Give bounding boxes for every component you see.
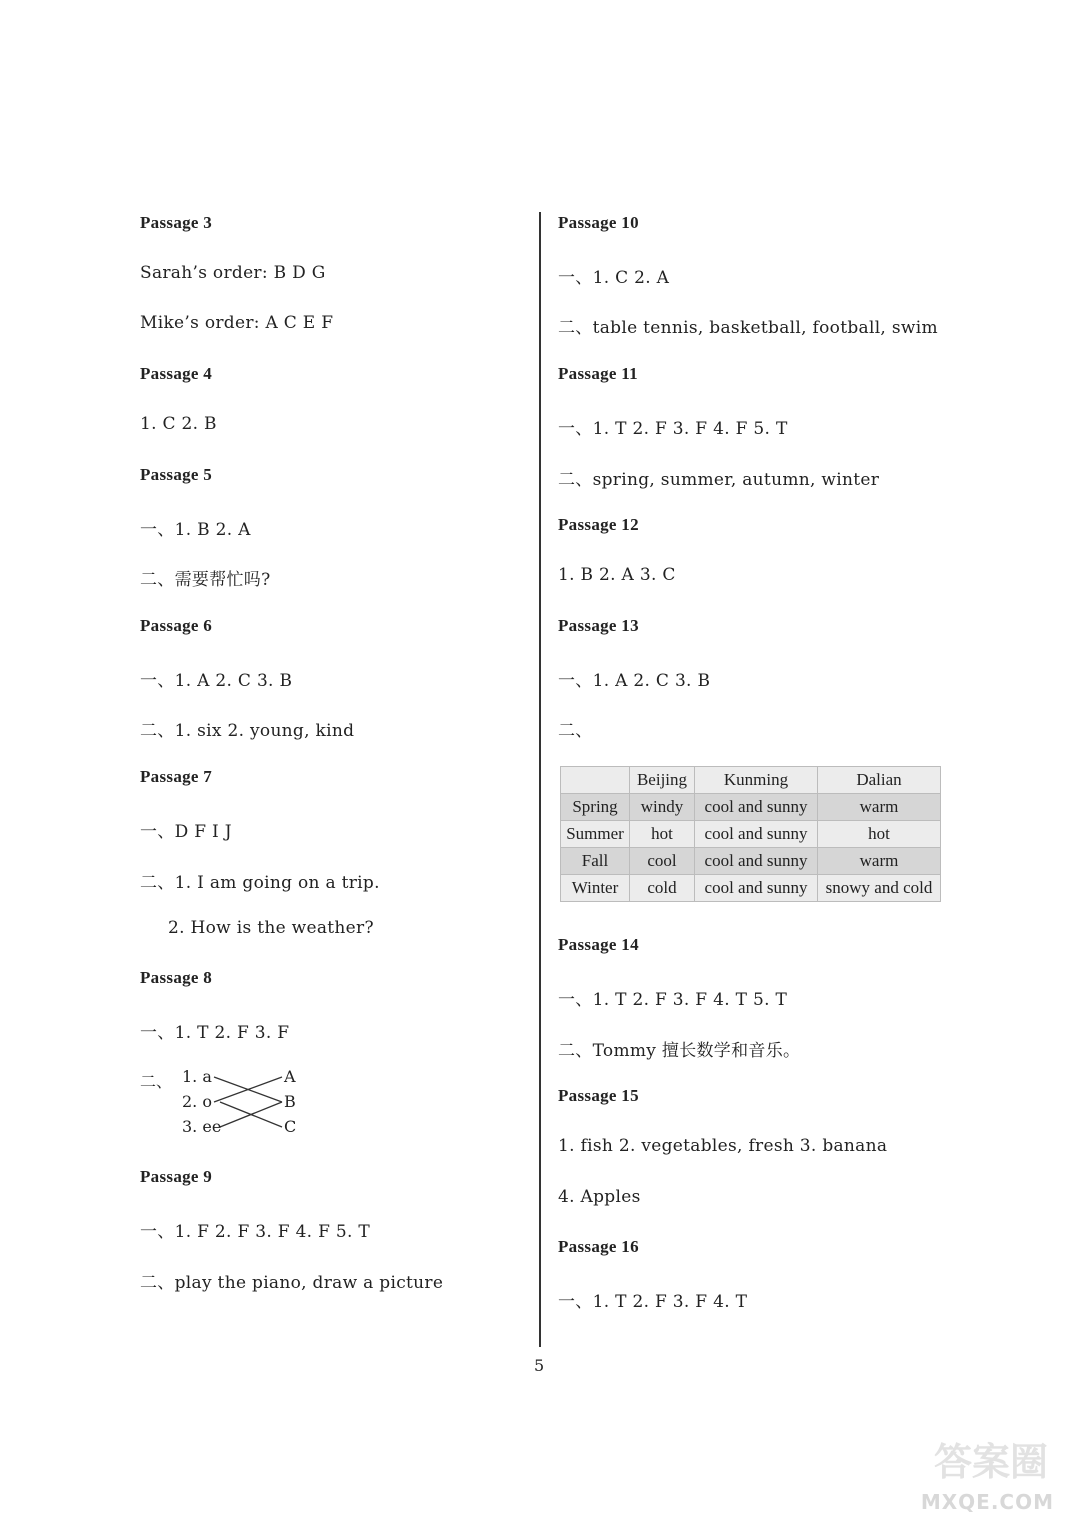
matching-right-b: B: [284, 1092, 296, 1111]
page-number: 5: [534, 1356, 545, 1375]
passage-16-answer-1: 一、1. T 2. F 3. F 4. T: [558, 1292, 748, 1312]
table-cell: Fall: [561, 848, 630, 875]
matching-left-1: 1. a: [182, 1067, 212, 1086]
passage-9-answer-1: 一、1. F 2. F 3. F 4. F 5. T: [140, 1222, 371, 1242]
passage-15-answer-2: 4. Apples: [558, 1187, 641, 1207]
table-row: [561, 875, 941, 902]
passage-10-title: Passage 10: [558, 213, 639, 232]
column-divider: [539, 212, 541, 1347]
table-cell: Summer: [561, 821, 630, 848]
passage-14-answer-2: 二、Tommy 擅长数学和音乐。: [558, 1041, 801, 1061]
passage-6-answer-1: 一、1. A 2. C 3. B: [140, 671, 293, 691]
passage-10-answer-2: 二、table tennis, basketball, football, swim: [558, 318, 938, 338]
passage-3-title: Passage 3: [140, 213, 213, 232]
weather-table: [560, 766, 941, 902]
passage-13-answer-2: 二、: [558, 721, 593, 741]
table-cell: snowy and cold: [818, 875, 941, 902]
passage-7-title: Passage 7: [140, 767, 213, 786]
table-cell: cool and sunny: [695, 848, 818, 875]
table-cell: cool and sunny: [695, 875, 818, 902]
table-header-row: [561, 767, 941, 794]
passage-10-answer-1: 一、1. C 2. A: [558, 268, 670, 288]
passage-15-answer-1: 1. fish 2. vegetables, fresh 3. banana: [558, 1136, 888, 1156]
passage-11-answer-2: 二、spring, summer, autumn, winter: [558, 470, 880, 490]
passage-15-title: Passage 15: [558, 1086, 639, 1105]
passage-13-answer-1: 一、1. A 2. C 3. B: [558, 671, 711, 691]
passage-9-answer-2: 二、play the piano, draw a picture: [140, 1273, 444, 1293]
passage-5-answer-1: 一、1. B 2. A: [140, 520, 251, 540]
passage-6-title: Passage 6: [140, 616, 213, 635]
passage-7-answer-3: 2. How is the weather?: [168, 918, 374, 938]
table-header-cell: Beijing: [630, 767, 695, 794]
matching-prefix: 二、: [140, 1072, 173, 1091]
passage-7-answer-2: 二、1. I am going on a trip.: [140, 873, 380, 893]
passage-8-matching: [140, 1065, 340, 1145]
passage-3-mike-order: Mike’s order: A C E F: [140, 313, 334, 333]
table-cell: warm: [818, 794, 941, 821]
watermark-logo: 答案圈: [933, 1440, 1048, 1484]
passage-11-answer-1: 一、1. T 2. F 3. F 4. F 5. T: [558, 419, 788, 439]
table-header-cell: Dalian: [818, 767, 941, 794]
passage-13-title: Passage 13: [558, 616, 639, 635]
table-row: [561, 848, 941, 875]
passage-12-answer: 1. B 2. A 3. C: [558, 565, 676, 585]
passage-4-answer: 1. C 2. B: [140, 414, 217, 434]
passage-6-answer-2: 二、1. six 2. young, kind: [140, 721, 355, 741]
table-cell: hot: [630, 821, 695, 848]
table-cell: cold: [630, 875, 695, 902]
table-cell: Winter: [561, 875, 630, 902]
table-cell: windy: [630, 794, 695, 821]
matching-left-2: 2. o: [182, 1092, 212, 1111]
table-cell: warm: [818, 848, 941, 875]
passage-3-sarah-order: Sarah’s order: B D G: [140, 263, 326, 283]
table-cell: cool: [630, 848, 695, 875]
table-cell: cool and sunny: [695, 821, 818, 848]
table-cell: Spring: [561, 794, 630, 821]
passage-4-title: Passage 4: [140, 364, 213, 383]
passage-7-answer-1: 一、D F I J: [140, 822, 232, 842]
matching-right-c: C: [284, 1117, 297, 1136]
table-cell: cool and sunny: [695, 794, 818, 821]
passage-5-answer-2: 二、需要帮忙吗?: [140, 570, 271, 590]
table-row: [561, 821, 941, 848]
passage-14-answer-1: 一、1. T 2. F 3. F 4. T 5. T: [558, 990, 788, 1010]
passage-5-title: Passage 5: [140, 465, 213, 484]
passage-14-title: Passage 14: [558, 935, 639, 954]
passage-8-answer-1: 一、1. T 2. F 3. F: [140, 1023, 290, 1043]
passage-11-title: Passage 11: [558, 364, 638, 383]
matching-left-3: 3. ee: [182, 1117, 222, 1136]
table-row: [561, 794, 941, 821]
passage-16-title: Passage 16: [558, 1237, 639, 1256]
table-cell: hot: [818, 821, 941, 848]
table-header-cell: Kunming: [695, 767, 818, 794]
passage-9-title: Passage 9: [140, 1167, 213, 1186]
passage-12-title: Passage 12: [558, 515, 639, 534]
matching-right-a: A: [284, 1067, 296, 1086]
table-header-cell: [561, 767, 630, 794]
watermark: [898, 1442, 1068, 1522]
watermark-site: MXQE.COM: [920, 1490, 1054, 1514]
passage-8-title: Passage 8: [140, 968, 213, 987]
